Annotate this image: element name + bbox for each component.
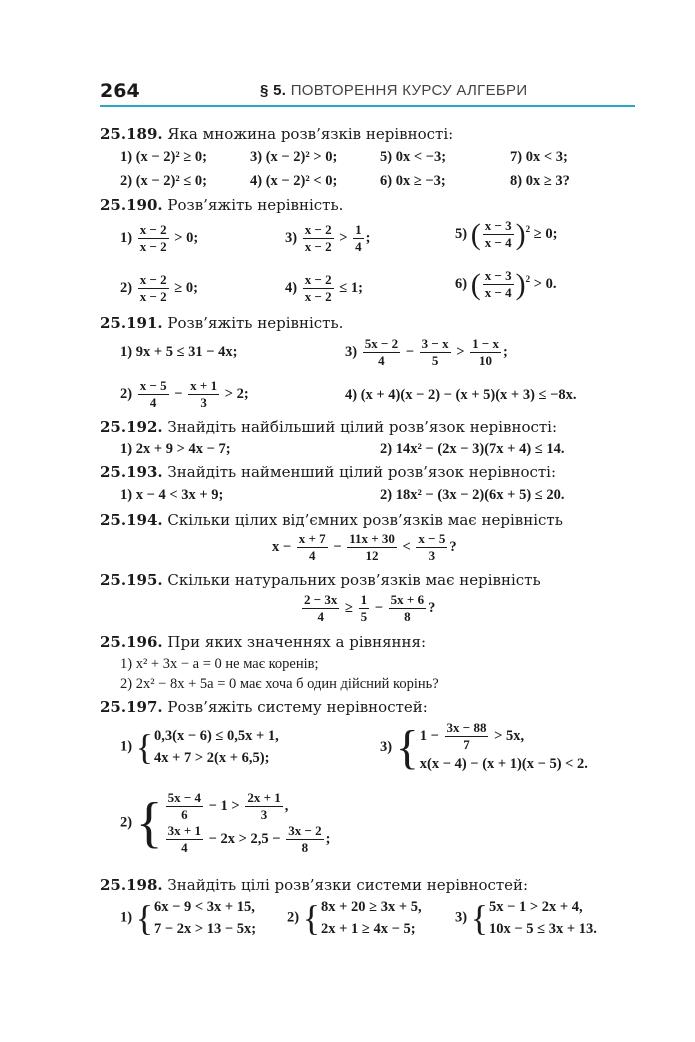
p189-item-3: 3) (x − 2)² > 0;	[250, 149, 338, 165]
problem-194-heading: 25.194. Скільки цілих від’ємних розв’язків має нерівність	[100, 511, 563, 529]
p189-item-8: 8) 0x ≥ 3?	[510, 173, 570, 189]
p193-item-2: 2) 18x² − (3x − 2)(6x + 5) ≤ 20.	[380, 487, 565, 503]
problem-197-heading: 25.197. Розв’яжіть систему нерівностей:	[100, 698, 428, 716]
p190-item-3: 3) $\frac{x - 2}{x - 2}$ > $\frac{1}{4}$ ;	[285, 222, 371, 254]
page-number: 264	[100, 80, 140, 102]
p194-inequality: x − $\frac{x + 7}{4}$ − $\frac{11x + 30}{12}$ < $\frac{x - 5}{3}$ ?	[272, 531, 457, 563]
p198-item-1: 1) { 6x − 9 < 3x + 15, 7 − 2x > 13 − 5x;	[120, 898, 257, 938]
p189-item-6: 6) 0x ≥ −3;	[380, 173, 446, 189]
p198-item-3: 3) { 5x − 1 > 2x + 4, 10x − 5 ≤ 3x + 13.	[455, 898, 597, 938]
problem-193-heading: 25.193. Знайдіть найменший цілий розв’язок нерівності:	[100, 463, 557, 481]
section-name: ПОВТОРЕННЯ КУРСУ АЛГЕБРИ	[290, 82, 528, 99]
p190-item-4: 4) $\frac{x - 2}{x - 2}$ ≤ 1;	[285, 272, 363, 304]
p190-item-6: 6) ( $\frac{x - 3}{x - 4}$ )$^2$ > 0.	[455, 267, 557, 301]
p191-item-1: 1) 9x + 5 ≤ 31 − 4x;	[120, 344, 238, 360]
p190-item-5: 5) ( $\frac{x - 3}{x - 4}$ )$^2$ ≥ 0;	[455, 217, 558, 251]
p197-item-2: 2) { $\frac{5x - 4}{6}$ − 1 > $\frac{2x + 1}{3}$ , $\frac{3x + 1}{4}$ − 2x > 2,5 − $\frac{3x - 2}{8}$ ;	[120, 790, 331, 855]
p197-item-3: 3) { 1 − $\frac{3x - 88}{7}$ > 5x, x(x − 4) − (x + 1)(x − 5) < 2.	[380, 720, 588, 774]
p198-item-2: 2) { 8x + 20 ≥ 3x + 5, 2x + 1 ≥ 4x − 5;	[287, 898, 422, 938]
problem-191-heading: 25.191. Розв’яжіть нерівність.	[100, 314, 344, 332]
section-title	[260, 82, 527, 99]
section-number: § 5.	[260, 82, 287, 99]
p192-item-1: 1) 2x + 9 > 4x − 7;	[120, 441, 231, 457]
p190-item-2: 2) $\frac{x - 2}{x - 2}$ ≥ 0;	[120, 272, 198, 304]
p192-item-2: 2) 14x² − (2x − 3)(7x + 4) ≤ 14.	[380, 441, 565, 457]
p189-item-2: 2) (x − 2)² ≤ 0;	[120, 173, 208, 189]
p196-item-1: 1) x² + 3x − a = 0 не має коренів;	[120, 656, 319, 672]
problem-198-heading: 25.198. Знайдіть цілі розв’язки системи нерівностей:	[100, 876, 529, 894]
p195-inequality: $\frac{2 - 3x}{4}$ ≥ $\frac{1}{5}$ − $\frac{5x + 6}{8}$ ?	[304, 592, 436, 624]
problem-190-heading: 25.190. Розв’яжіть нерівність.	[100, 196, 344, 214]
p191-item-4: 4) (x + 4)(x − 2) − (x + 5)(x + 3) ≤ −8x.	[345, 387, 577, 403]
header-rule	[100, 105, 635, 107]
p193-item-1: 1) x − 4 < 3x + 9;	[120, 487, 224, 503]
p189-item-5: 5) 0x < −3;	[380, 149, 447, 165]
problem-192-heading: 25.192. Знайдіть найбільший цілий розв’язок нерівності:	[100, 418, 558, 436]
problem-196-heading: 25.196. При яких значеннях a рівняння:	[100, 633, 427, 651]
p189-item-7: 7) 0x < 3;	[510, 149, 568, 165]
p197-item-1: 1) { 0,3(x − 6) ≤ 0,5x + 1, 4x + 7 > 2(x + 6,5);	[120, 727, 279, 767]
p189-item-1: 1) (x − 2)² ≥ 0;	[120, 149, 208, 165]
p191-item-2: 2) $\frac{x - 5}{4}$ − $\frac{x + 1}{3}$ > 2;	[120, 378, 249, 410]
p189-item-4: 4) (x − 2)² < 0;	[250, 173, 338, 189]
p190-item-1: 1) $\frac{x - 2}{x - 2}$ > 0;	[120, 222, 199, 254]
problem-189-heading: 25.189. Яка множина розв’язків нерівності:	[100, 125, 454, 143]
p191-item-3: 3) $\frac{5x - 2}{4}$ − $\frac{3 - x}{5}$ > $\frac{1 - x}{10}$ ;	[345, 336, 508, 368]
p196-item-2: 2) 2x² − 8x + 5a = 0 має хоча б один дійсний корінь?	[120, 676, 439, 692]
problem-195-heading: 25.195. Скільки натуральних розв’язків має нерівність	[100, 571, 541, 589]
